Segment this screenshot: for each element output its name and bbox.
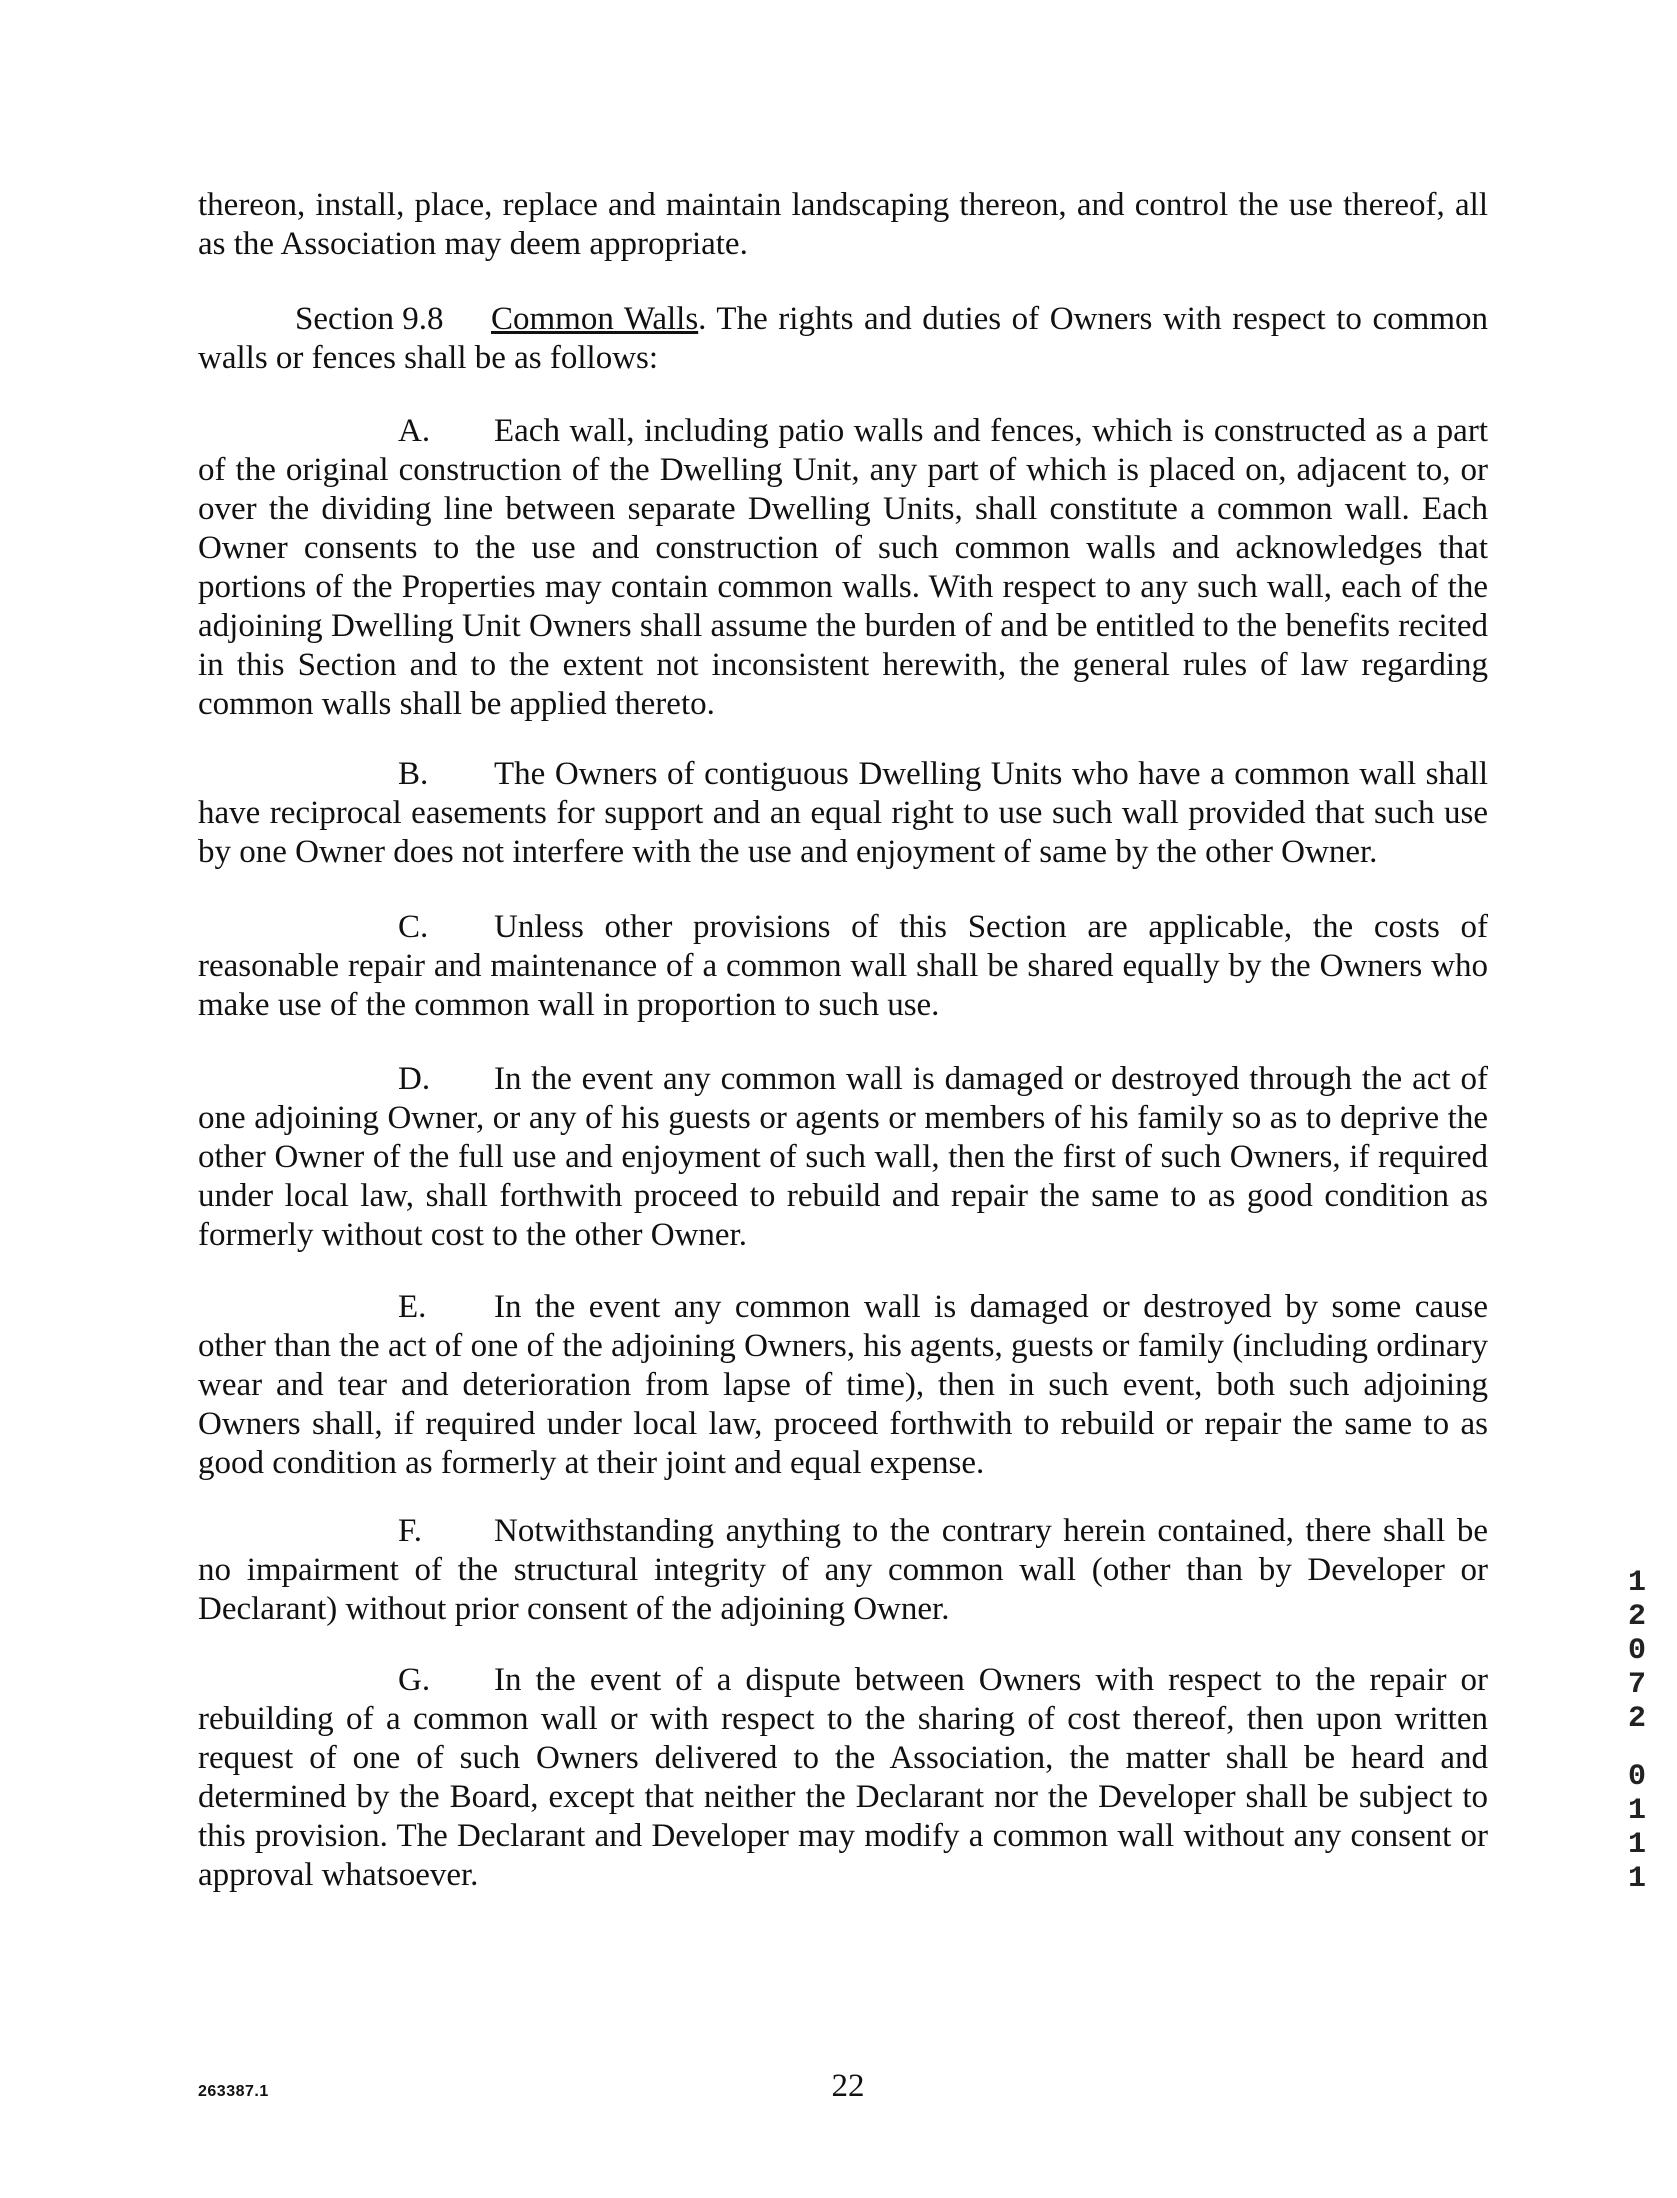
paragraph-letter: E.: [398, 1289, 427, 1325]
paragraph-d: [198, 1060, 1488, 1255]
paragraph-text: In the event any common wall is damaged or destroyed through the act of one adjoining Owner, or any of his guests or agents or members of his family so as to deprive the other Owner of the full use and enjoyment of such wall, then the first of such Owners, if required under local law, shall forthwith proceed to rebuild and repair the same to as good condition as formerly without cost to the other Owner.: [198, 1061, 1488, 1253]
paragraph-letter: C.: [398, 909, 429, 945]
section-intro: . The rights and duties of Owners with respect to common walls or fences shall be as follows:: [198, 301, 1488, 376]
paragraph-text: In the event of a dispute between Owners with respect to the repair or rebuilding of a common wall or with respect to the sharing of cost thereof, then upon written request of one of such Owners delivered to the Association, the matter shall be heard and determined by the Board, except that neither the Declarant nor the Developer shall be subject to this provision. The Declarant and Developer may modify a common wall without any consent or approval whatsoever.: [198, 1662, 1488, 1893]
stamp-digit: 1: [1627, 1828, 1646, 1862]
paragraph-a: [198, 412, 1488, 724]
document-number: 263387.1: [198, 2083, 269, 2100]
stamp-digit: 2: [1627, 1702, 1646, 1736]
paragraph-letter: D.: [398, 1061, 431, 1097]
section-label: Section 9.8: [295, 301, 444, 337]
paragraph-letter: F.: [398, 1513, 422, 1549]
paragraph-text: The Owners of contiguous Dwelling Units who have a common wall shall have reciprocal easements for support and an equal right to use such wall provided that such use by one Owner does not interfere with the use and enjoyment of same by the other Owner.: [198, 756, 1488, 870]
stamp-digit: 0: [1627, 1760, 1646, 1794]
recording-stamp: [1620, 1566, 1654, 1896]
paragraph-text: In the event any common wall is damaged or destroyed by some cause other than the act of one of the adjoining Owners, his agents, guests or family (including ordinary wear and tear and deterioration from lapse of time), then in such event, both such adjoining Owners shall, if required under local law, proceed forthwith to rebuild or repair the same to as good condition as formerly at their joint and equal expense.: [198, 1289, 1488, 1481]
paragraph-c: [198, 908, 1488, 1025]
section-title: Common Walls: [491, 301, 699, 337]
paragraph-e: [198, 1288, 1488, 1483]
section-9-8-heading: [198, 300, 1488, 378]
paragraph-f: [198, 1512, 1488, 1629]
continuation-paragraph: thereon, install, place, replace and maintain landscaping thereon, and control the use thereof, all as the Association may deem appropriate.: [198, 187, 1488, 262]
paragraph-text: Notwithstanding anything to the contrary herein contained, there shall be no impairment of the structural integrity of any common wall (other than by Developer or Declarant) without prior consent of the adjoining Owner.: [198, 1513, 1488, 1627]
stamp-digit: 1: [1627, 1794, 1646, 1828]
stamp-digit: 1: [1627, 1566, 1646, 1600]
page-number: 22: [831, 2068, 865, 2104]
paragraph-b: [198, 755, 1488, 872]
paragraph-text: Each wall, including patio walls and fences, which is constructed as a part of the original construction of the Dwelling Unit, any part of which is placed on, adjacent to, or over the dividing line between separate Dwelling Units, shall constitute a common wall. Each Owner consents to the use and construction of such common walls and acknowledges that portions of the Properties may contain common walls. With respect to any such wall, each of the adjoining Dwelling Unit Owners shall assume the burden of and be entitled to the benefits recited in this Section and to the extent not inconsistent herewith, the general rules of law regarding common walls shall be applied thereto.: [198, 413, 1488, 722]
stamp-digit: 1: [1627, 1862, 1646, 1896]
paragraph-letter: A.: [398, 413, 431, 449]
paragraph-text: Unless other provisions of this Section are applicable, the costs of reasonable repair and maintenance of a common wall shall be shared equally by the Owners who make use of the common wall in proportion to such use.: [198, 909, 1488, 1023]
stamp-digit: 2: [1627, 1600, 1646, 1634]
paragraph-letter: B.: [398, 756, 429, 792]
paragraph-letter: G.: [398, 1662, 431, 1698]
stamp-gap: [1620, 1736, 1654, 1760]
stamp-digit: 7: [1627, 1668, 1646, 1702]
stamp-digit: 0: [1627, 1634, 1646, 1668]
paragraph-g: [198, 1661, 1488, 1895]
